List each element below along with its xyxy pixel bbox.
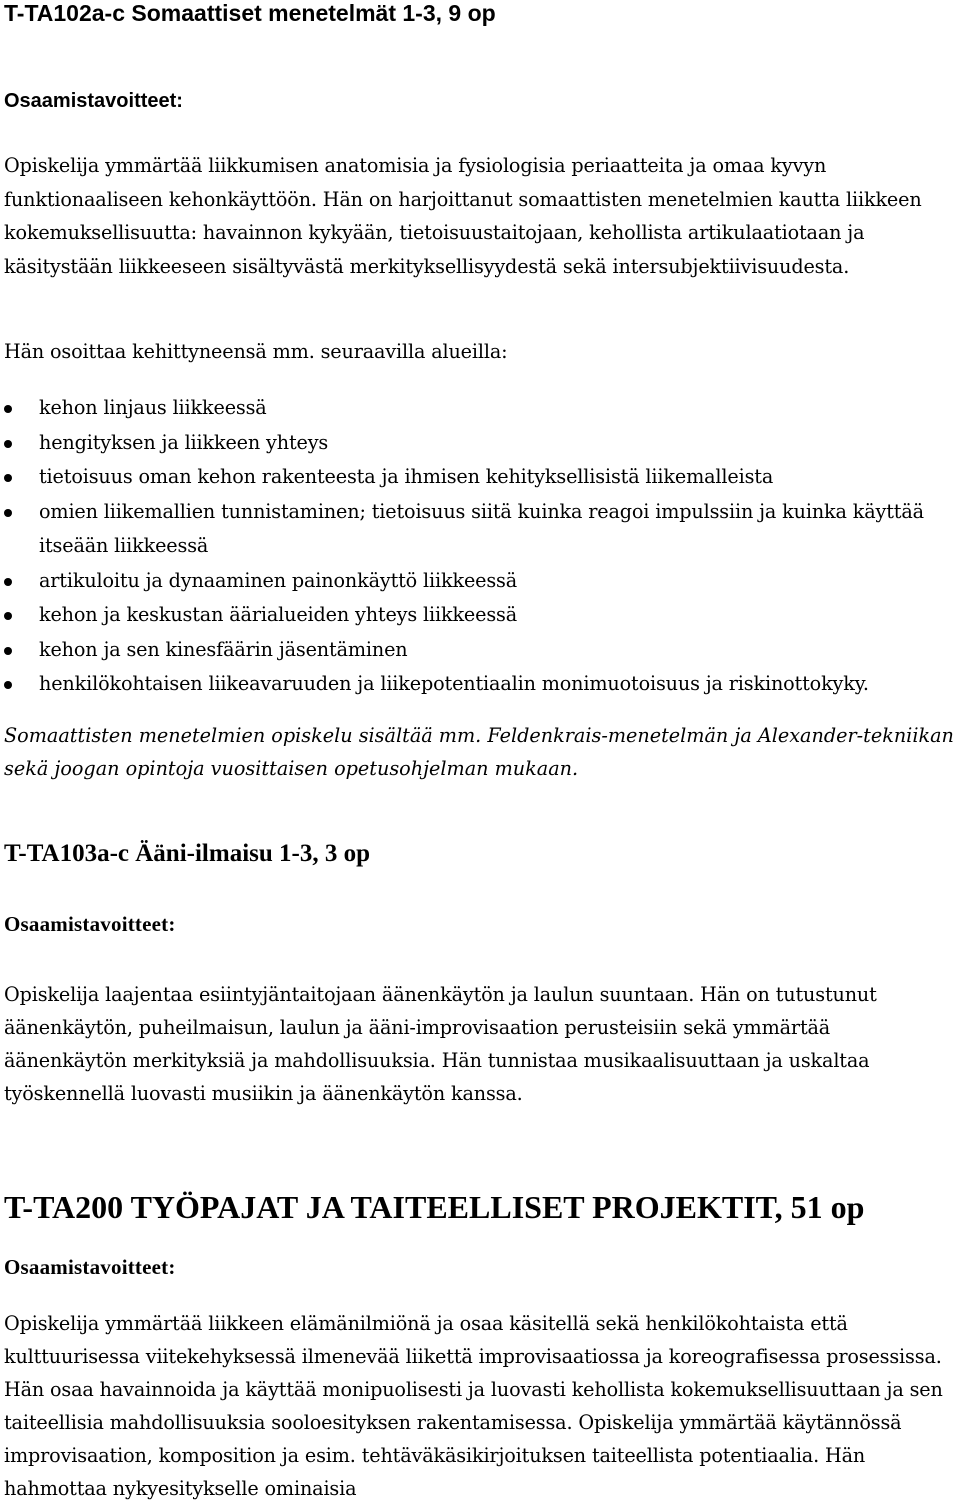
section2-heading: T-TA103a-c Ääni-ilmaisu 1-3, 3 op (4, 840, 371, 867)
bullet-icon (4, 647, 12, 655)
section1-italic-note: Somaattisten menetelmien opiskelu sisältää mm. Feldenkrais-menetelmän ja Alexander-tekniikan sekä joogan opintoja vuosittaisen opetusohjelman mukaan. (4, 724, 954, 780)
section1-bullet-list (4, 391, 956, 702)
list-item: kehon ja sen kinesfäärin jäsentäminen (4, 633, 956, 668)
section1-label: Osaamistavoitteet: (4, 90, 183, 112)
list-item: hengityksen ja liikkeen yhteys (4, 426, 956, 461)
bullet-icon (4, 440, 12, 448)
section2-label: Osaamistavoitteet: (4, 912, 176, 936)
list-item: kehon ja keskustan äärialueiden yhteys liikkeessä (4, 598, 956, 633)
list-item: henkilökohtaisen liikeavaruuden ja liikepotentiaalin monimuotoisuus ja riskinottokyky. (4, 667, 956, 702)
list-item: artikuloitu ja dynaaminen painonkäyttö liikkeessä (4, 564, 956, 599)
bullet-icon (4, 509, 12, 517)
bullet-icon (4, 405, 12, 413)
bullet-icon (4, 612, 12, 620)
list-item: kehon linjaus liikkeessä (4, 391, 956, 426)
list-item: omien liikemallien tunnistaminen; tietoisuus siitä kuinka reagoi impulssiin ja kuinka käyttää itseään liikkeessä (4, 495, 956, 564)
section3-label: Osaamistavoitteet: (4, 1255, 176, 1279)
section3-heading: T-TA200 TYÖPAJAT JA TAITEELLISET PROJEKTIT, 51 op (4, 1189, 865, 1225)
list-item: tietoisuus oman kehon rakenteesta ja ihmisen kehityksellisistä liikemalleista (4, 460, 956, 495)
section2-paragraph-1: Opiskelija laajentaa esiintyjäntaitojaan äänenkäytön ja laulun suuntaan. Hän on tutustunut äänenkäytön, puheilmaisun, laulun ja ääni-improvisaation perusteisiin sekä ymmärtää äänenkäytön merkityksiä ja mahdollisuuksia. Hän tunnistaa musikaalisuuttaan ja uskaltaa työskennellä luovasti musiikin ja äänenkäytön kanssa. (4, 983, 877, 1105)
section1-paragraph-1: Opiskelija ymmärtää liikkumisen anatomisia ja fysiologisia periaatteita ja omaa kyvyn funktionaaliseen kehonkäyttöön. Hän on harjoittanut somaattisten menetelmien kautta liikkeen kokemuksellisuutta: havainnon kykyään, tietoisuustaitojaan, kehollista artikulaatiotaan ja käsitystään liikkeeseen sisältyvästä merkityksellisyydestä sekä intersubjektiivisuudesta. (4, 154, 922, 278)
bullet-icon (4, 681, 12, 689)
section3-paragraph-1: Opiskelija ymmärtää liikkeen elämänilmiönä ja osaa käsitellä sekä henkilökohtaista että kulttuurisessa viitekehyksessä ilmenevää liikettä improvisaatiossa ja koreografisessa prosessissa. Hän osaa havainnoida ja käyttää monipuolisesti ja luovasti kehollista kokemuksellisuuttaan ja sen taiteellisia mahdollisuuksia sooloesityksen rakentamisessa. Opiskelija ymmärtää käytännössä improvisaation, komposition ja esim. tehtäväkäsikirjoituksen taiteellista potentiaalia. Hän hahmottaa nykyesitykselle ominaisia (4, 1312, 943, 1500)
bullet-icon (4, 578, 12, 586)
section1-heading: T-TA102a-c Somaattiset menetelmät 1-3, 9 op (4, 0, 496, 26)
section1-paragraph-2: Hän osoittaa kehittyneensä mm. seuraavilla alueilla: (4, 340, 508, 363)
bullet-icon (4, 474, 12, 482)
